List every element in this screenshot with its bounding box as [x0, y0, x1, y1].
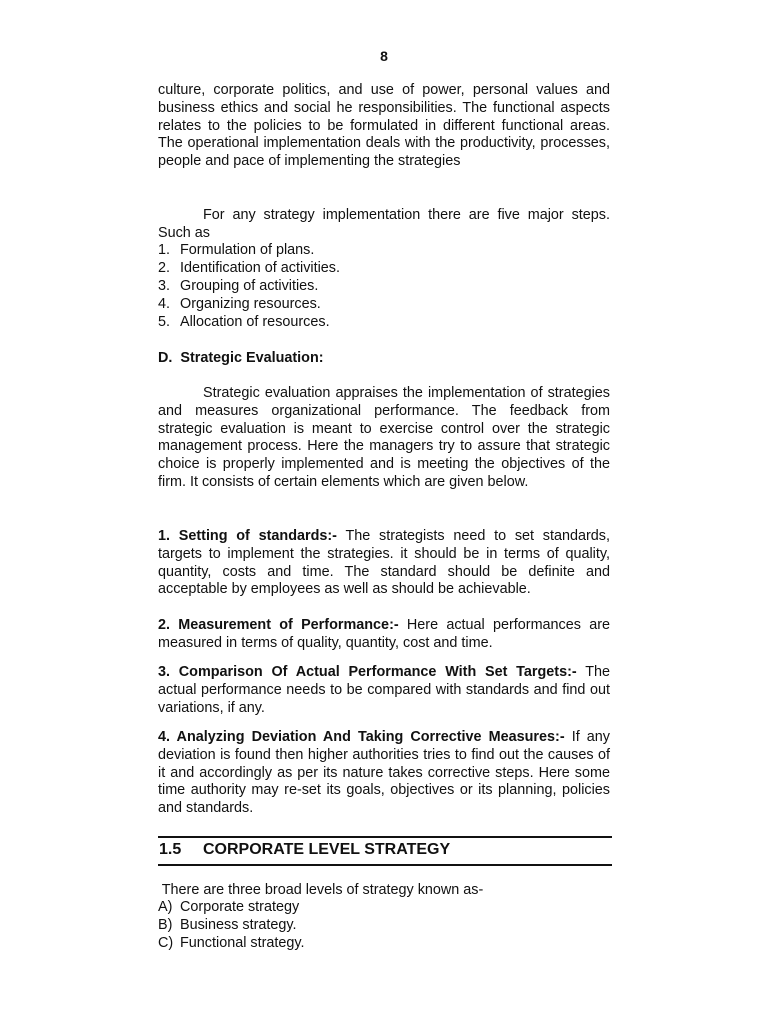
list-item: A) Corporate strategy — [158, 899, 300, 915]
paragraph-strategy-levels-intro: There are three broad levels of strategy known as- — [158, 882, 484, 898]
list-item: 2. Identification of activities. — [158, 259, 340, 276]
heading-strategic-evaluation: D. Strategic Evaluation: — [158, 350, 324, 366]
element-comparison-of-performance: 3. Comparison Of Actual Performance With Set Targets:- The actual performance needs to be compared with standards and find out variations, if any. — [158, 664, 610, 716]
section-title: CORPORATE LEVEL STRATEGY — [203, 841, 451, 858]
section-heading-corporate-level-strategy — [158, 836, 612, 866]
paragraph-implementation-aspects: culture, corporate politics, and use of power, personal values and business ethics and social he responsibilities. The functional aspects relates to the policies to be formulated in different functional areas. The operational implementation deals with the productivity, processes, people and pace of implementing the strategies — [158, 82, 610, 170]
list-item: 1. Formulation of plans. — [158, 242, 315, 258]
section-number: 1.5 — [159, 841, 182, 858]
list-item: C) Functional strategy. — [158, 934, 305, 951]
list-item: B) Business strategy. — [158, 916, 297, 933]
paragraph-strategic-evaluation: Strategic evaluation appraises the implementation of strategies and measures organizational performance. The feedback from strategic evaluation is meant to exercise control over the strategic management process. Here the managers try to assure that strategic choice is properly implemented and is meeting the objectives of the firm. It consists of certain elements which are given below. — [158, 385, 610, 490]
list-item: 3. Grouping of activities. — [158, 277, 319, 294]
list-item: 5. Allocation of resources. — [158, 313, 330, 330]
element-measurement-of-performance: 2. Measurement of Performance:- Here actual performances are measured in terms of quality, quantity, cost and time. — [158, 617, 610, 651]
steps-list — [158, 242, 610, 331]
list-item: 4. Organizing resources. — [158, 295, 321, 312]
paragraph-five-steps-intro: For any strategy implementation there are five major steps. Such as — [158, 207, 610, 241]
strategy-levels-list — [158, 899, 610, 953]
element-setting-of-standards: 1. Setting of standards:- The strategists need to set standards, targets to implement the strategies. it should be in terms of quality, quantity, costs and time. The standard should be definite and acceptable by employees as well as should be achievable. — [158, 528, 610, 598]
page-number: 8 — [380, 48, 388, 64]
element-analyzing-deviation: 4. Analyzing Deviation And Taking Corrective Measures:- If any deviation is found then higher authorities tries to find out the causes of it and accordingly as per its nature takes corrective steps. Here some time authority may re-set its goals, objectives or its planning, policies and standards. — [158, 729, 610, 817]
